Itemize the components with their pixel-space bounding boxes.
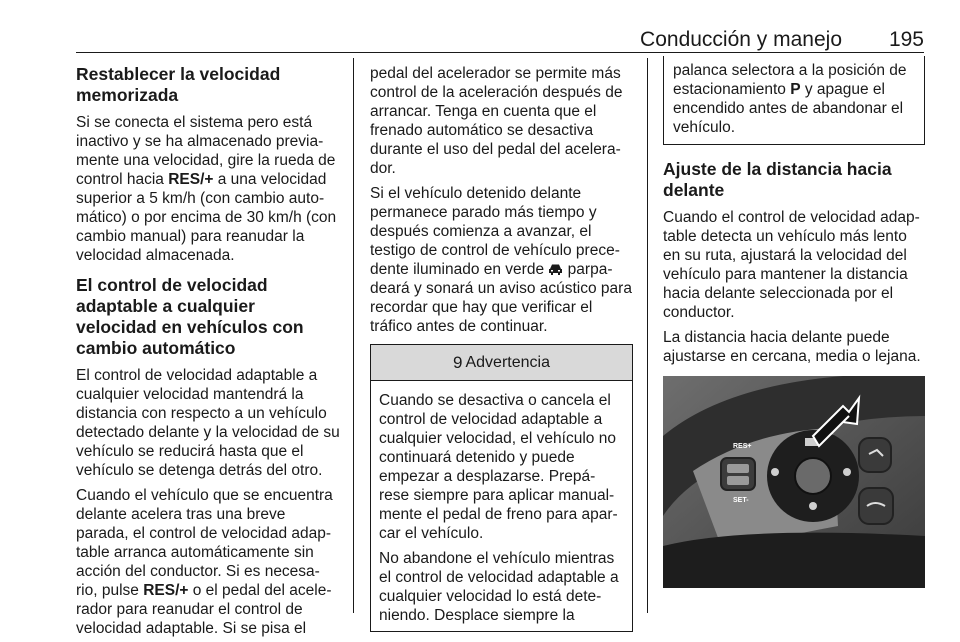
page-number: 195 — [888, 28, 924, 51]
column-divider — [353, 58, 354, 613]
warning-box — [370, 344, 633, 632]
set-label: SET- — [733, 497, 749, 504]
heading-restablecer: Restablecer la velocidad memorizada — [76, 64, 281, 105]
warning-continuation-box: palanca selectora a la posición de estacionamiento P y apague el encendido antes de abandonar el vehículo. — [663, 56, 925, 145]
paragraph: Cuando el control de velocidad adap-table detecta un vehículo más lento en su ruta, ajustará la velocidad del vehículo para mantener la distancia hacia delante seleccionada por el conductor. — [663, 209, 920, 321]
page-header — [76, 28, 924, 54]
header-rule — [76, 52, 924, 53]
paragraph: El control de velocidad adaptable a cualquier velocidad mantendrá la distancia con respecto a un vehículo detectado delante y la velocidad de su vehículo se reducirá hasta que el vehículo se detenga detrás del otro. — [76, 367, 340, 479]
column-2 — [370, 64, 632, 632]
paragraph: Si se conecta el sistema pero está inactivo y se ha almacenado previa-mente una velocidad, gire la rueda de control hacia RES/+ a una velocidad superior a 5 km/h (con cambio auto-mático) o por encima de 30 km/h (con cambio manual) para reanudar la velocidad almacenada. — [76, 114, 337, 264]
paragraph: Cuando el vehículo que se encuentra delante acelera tras una breve parada, el control de velocidad adap-table arranca automáticamente sin acción del conductor. Si es necesa-rio, pulse RES/+ o el pedal del acele-rador para reanudar el control de velocidad adaptable. Si se pisa el — [76, 487, 333, 637]
res-label: RES+ — [733, 443, 752, 450]
paragraph: Si el vehículo detenido delante permanece parado más tiempo y después comienza a avanzar, el testigo de control de vehículo prece-dente iluminado en verde parpa-deará y sonará un aviso acústico para recordar que hay que verificar el tráfico antes de continuar. — [370, 185, 632, 335]
vehicle-ahead-icon — [548, 263, 563, 275]
column-1 — [76, 64, 340, 642]
column-divider — [647, 58, 648, 613]
steering-wheel-controls-image — [663, 376, 925, 588]
heading-adaptable: El control de velocidad adaptable a cualquier velocidad en vehículos con cambio automático — [76, 275, 304, 358]
warning-triangle-icon: 9 — [453, 353, 463, 372]
warning-paragraph: Cuando se desactiva o cancela el control de velocidad adaptable a cualquier velocidad, el vehículo no continuará detenido y puede empezar a desplazarse. Prepá-rese siempre para aplicar manual-mente el pedal de freno para apar-car el vehículo. — [379, 392, 618, 542]
warning-paragraph: No abandone el vehículo mientras el control de velocidad adaptable a cualquier velocidad lo está dete-niendo. Desplace siempre la — [379, 550, 619, 624]
paragraph: pedal del acelerador se permite más control de la aceleración después de arrancar. Tenga en cuenta que el frenado automático se desactiva durante el uso del pedal del acelera-dor. — [370, 65, 623, 177]
column-3 — [663, 64, 925, 593]
paragraph: La distancia hacia delante puede ajustarse en cercana, media o lejana. — [663, 329, 921, 365]
warning-title: Advertencia — [465, 354, 550, 371]
warning-header — [371, 345, 632, 381]
header-title: Conducción y manejo — [640, 28, 842, 51]
heading-distancia: Ajuste de la distancia hacia delante — [663, 159, 892, 200]
